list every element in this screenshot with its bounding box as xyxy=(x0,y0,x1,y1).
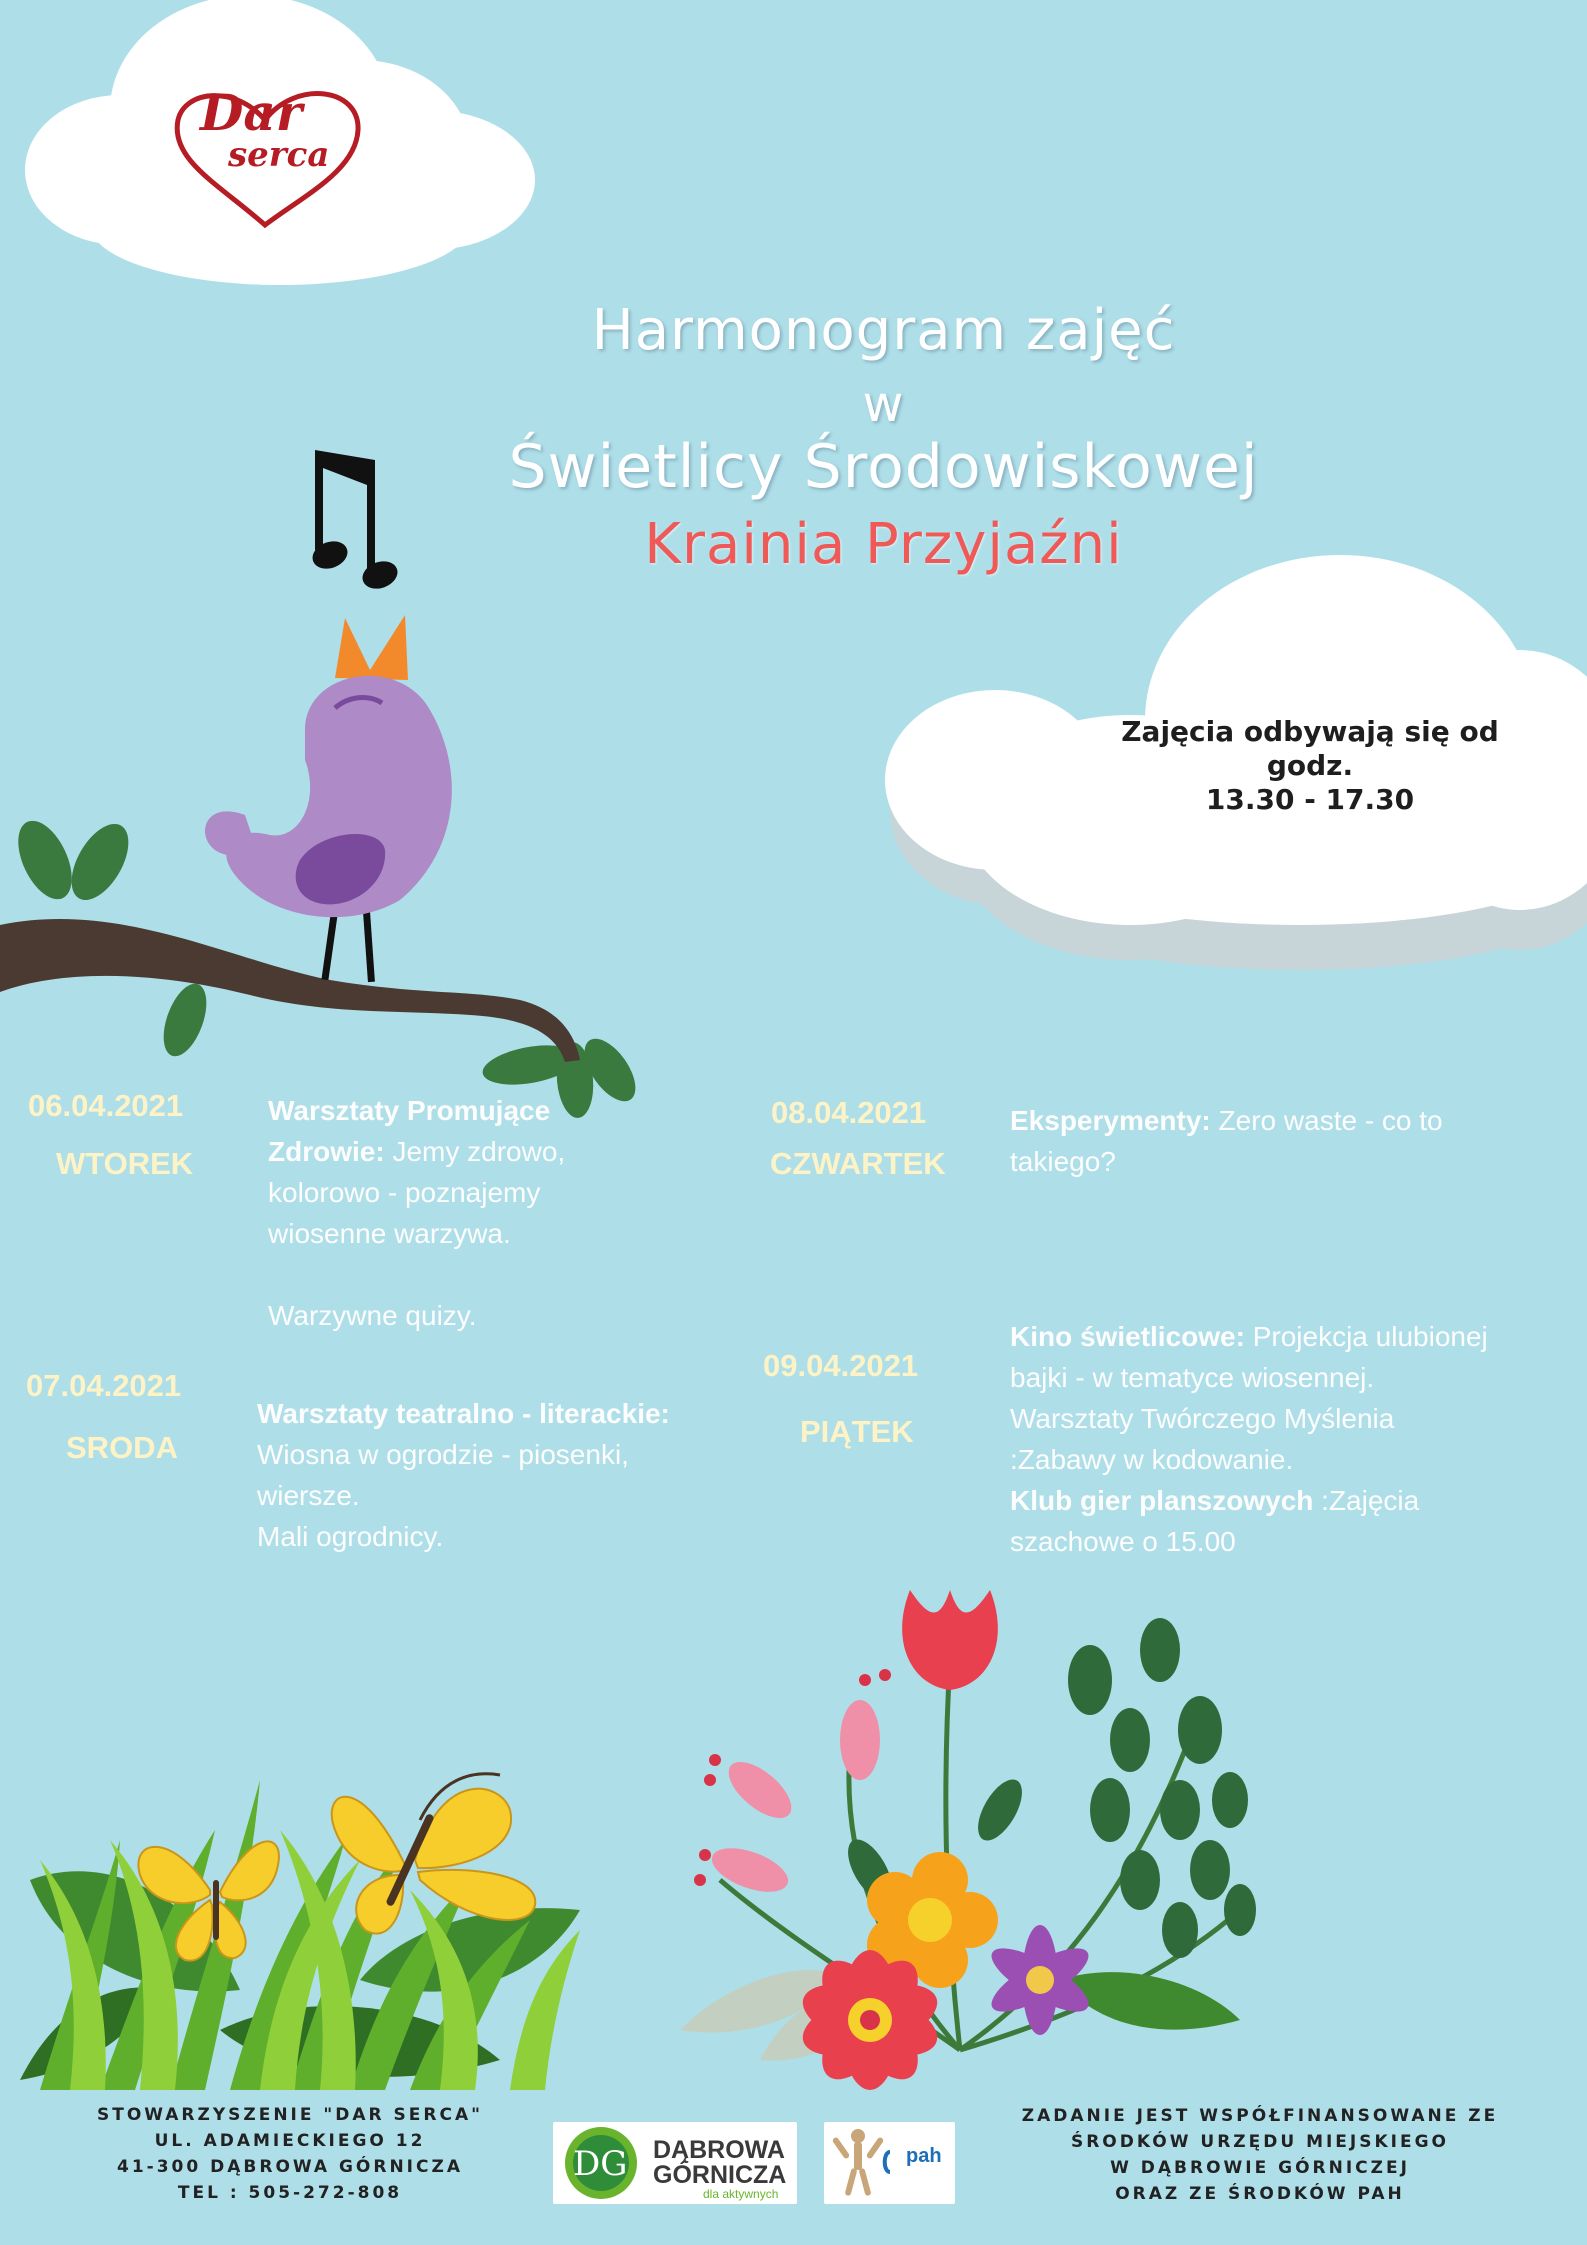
day-sroda: SRODA xyxy=(66,1430,178,1465)
logo-text-serca: serca xyxy=(228,135,330,175)
footer-right-line-4: ORAZ ZE ŚRODKÓW PAH xyxy=(1115,2184,1405,2204)
dg-name-line-2: GÓRNICZA xyxy=(653,2161,787,2189)
date-08-04: 08.04.2021 xyxy=(771,1095,927,1130)
day-wtorek: WTOREK xyxy=(56,1146,194,1181)
footer-left-line-2: UL. ADAMIECKIEGO 12 xyxy=(154,2131,426,2151)
organization-address xyxy=(50,2102,530,2206)
date-06-04: 06.04.2021 xyxy=(28,1088,184,1123)
desc-text: Wiosna w ogrodzie - piosenki, wiersze. xyxy=(257,1439,629,1511)
desc-heading: Eksperymenty: xyxy=(1010,1105,1211,1136)
footer-right-line-1: ZADANIE JEST WSPÓŁFINANSOWANE ZE xyxy=(1021,2106,1499,2126)
date-07-04: 07.04.2021 xyxy=(26,1368,182,1403)
dg-name xyxy=(653,2138,786,2188)
butterfly-large-icon xyxy=(332,1774,535,1934)
desc-text-2: Warzywne quizy. xyxy=(268,1300,477,1331)
desc-text-2: Mali ogrodnicy. xyxy=(257,1521,444,1552)
schedule-desc-sroda xyxy=(257,1393,697,1557)
schedule-desc-wtorek xyxy=(268,1090,598,1336)
desc-heading: Warsztaty teatralno - literackie: xyxy=(257,1398,670,1429)
desc-text-2: Warsztaty Twórczego Myślenia :Zabawy w kodowanie. xyxy=(1010,1403,1395,1475)
footer-right-line-3: W DĄBROWIE GÓRNICZEJ xyxy=(1110,2158,1410,2178)
music-note-icon xyxy=(305,440,405,600)
schedule-desc-czwartek xyxy=(1010,1100,1470,1182)
desc-text: Zero waste - co to takiego? xyxy=(1010,1105,1443,1177)
title-line-2: w xyxy=(862,375,905,433)
dg-tagline: dla aktywnych xyxy=(703,2187,779,2201)
schedule-desc-piatek xyxy=(1010,1316,1530,1562)
title-line-3: Świetlicy Środowiskowej xyxy=(508,432,1259,502)
dg-name-line-1: DĄBROWA xyxy=(653,2136,785,2164)
logo-text-dar: Dar xyxy=(200,83,303,142)
footer-left-line-3: 41-300 DĄBROWA GÓRNICZA xyxy=(117,2157,463,2177)
sponsor-dabrowa-gornicza-logo xyxy=(553,2122,797,2204)
sponsor-pah-logo xyxy=(824,2122,955,2204)
hours-line-2: 13.30 - 17.30 xyxy=(1205,783,1415,816)
footer-left-line-4: TEL : 505-272-808 xyxy=(177,2183,403,2203)
dar-serca-logo xyxy=(160,75,375,235)
footer-right-line-2: ŚRODKÓW URZĘDU MIEJSKIEGO xyxy=(1070,2132,1450,2152)
desc-heading-2: Klub gier planszowych xyxy=(1010,1485,1314,1516)
bird-on-branch-icon xyxy=(0,600,640,1100)
desc-text: Projekcja ulubionej bajki - w tematyce wiosennej. xyxy=(1010,1321,1488,1393)
pah-figure-icon xyxy=(828,2122,898,2204)
day-czwartek: CZWARTEK xyxy=(770,1146,946,1181)
hours-info xyxy=(1100,715,1520,817)
desc-heading: Kino świetlicowe: xyxy=(1010,1321,1245,1352)
title-line-4: Krainia Przyjaźni xyxy=(644,512,1123,577)
pah-name: pah xyxy=(906,2145,942,2167)
desc-text-3: :Zajęcia szachowe o 15.00 xyxy=(1010,1485,1420,1557)
desc-heading: Warsztaty Promujące Zdrowie: xyxy=(268,1095,551,1167)
cofinancing-note xyxy=(990,2103,1530,2207)
flower-bouquet-icon xyxy=(640,1580,1280,2120)
date-09-04: 09.04.2021 xyxy=(763,1348,919,1383)
footer-left-line-1: STOWARZYSZENIE "DAR SERCA" xyxy=(96,2105,483,2125)
hours-line-1: Zajęcia odbywają się od godz. xyxy=(1121,715,1499,782)
desc-text: Jemy zdrowo, kolorowo - poznajemy wiosenne warzywa. xyxy=(268,1136,566,1249)
title-line-1: Harmonogram zajęć xyxy=(591,298,1176,363)
day-piatek: PIĄTEK xyxy=(800,1414,914,1449)
dg-mark: DG xyxy=(573,2144,628,2184)
grass-butterflies-icon xyxy=(0,1660,620,2090)
